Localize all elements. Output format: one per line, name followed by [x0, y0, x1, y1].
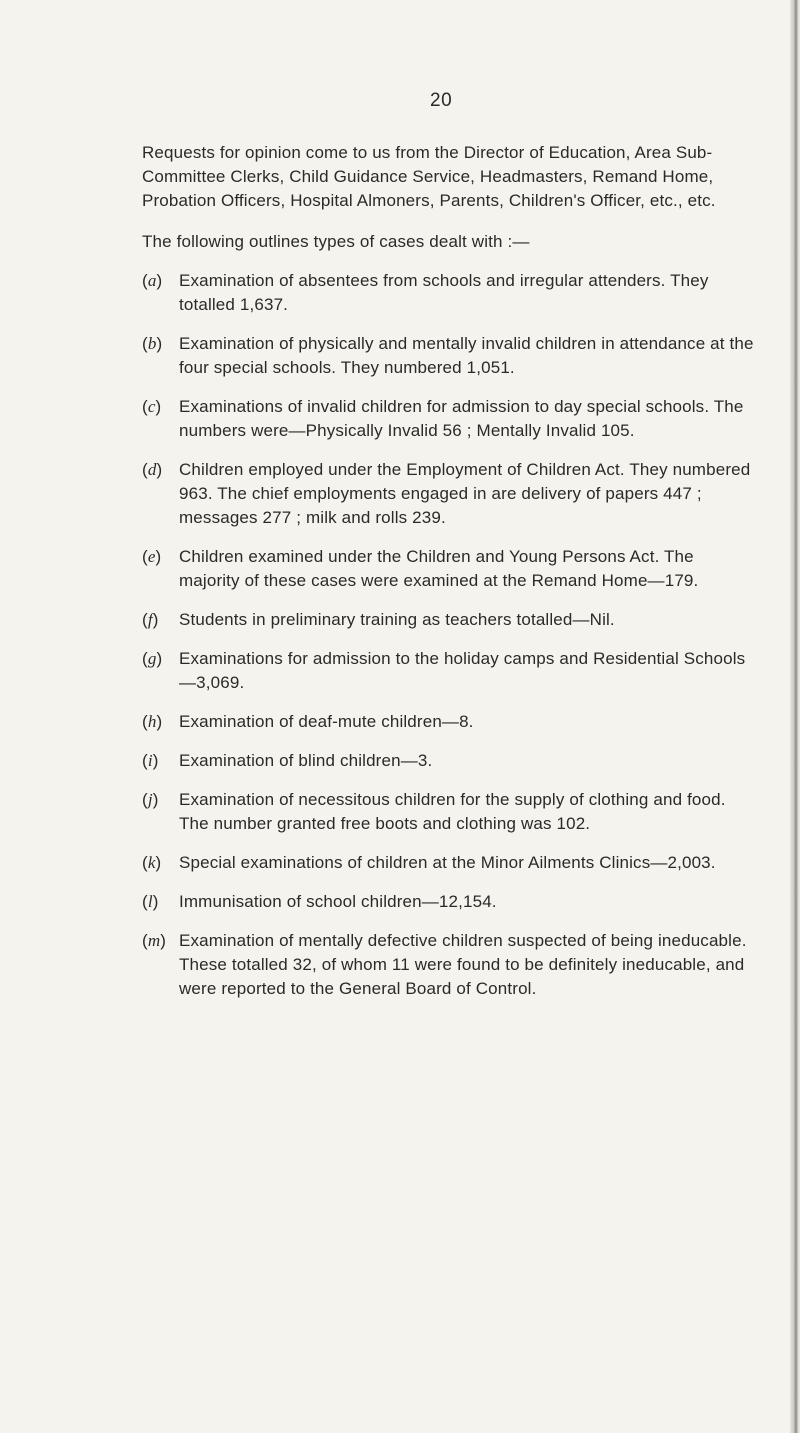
item-marker: (j): [142, 790, 159, 809]
item-marker: (f): [142, 610, 159, 629]
intro-paragraph: Requests for opinion come to us from the Director of Education, Area Sub-Committee Clerks, Child Guidance Service, Headmasters, Remand Home, Probation Officers, Hospital Almoners, Parents, Children's Officer, etc., etc.: [142, 143, 716, 210]
document-body: [142, 141, 756, 1016]
item-letter: j: [147, 790, 153, 809]
item-text: Immunisation of school children—12,154.: [179, 892, 497, 911]
case-type-item: [142, 395, 756, 443]
case-type-item: [142, 647, 756, 695]
case-type-item: [142, 749, 756, 773]
case-type-item: [142, 788, 756, 836]
item-text: Special examinations of children at the Minor Ailments Clinics—2,003.: [179, 853, 716, 872]
item-letter: m: [147, 931, 161, 950]
case-type-item: [142, 545, 756, 593]
item-text: Examination of mentally defective children suspected of being ineducable. These totalled 32, of whom 11 were found to be definitely ineducable, and were reported to the General Board of Control.: [179, 931, 747, 998]
lead-paragraph: The following outlines types of cases dealt with :—: [142, 232, 530, 251]
case-type-list: [142, 269, 756, 1001]
item-text: Examination of necessitous children for the supply of clothing and food. The number granted free boots and clothing was 102.: [179, 790, 726, 833]
item-marker: (b): [142, 334, 163, 353]
item-marker: (i): [142, 751, 159, 770]
case-type-item: [142, 851, 756, 875]
item-marker: (a): [142, 271, 163, 290]
item-text: Examination of blind children—3.: [179, 751, 433, 770]
item-marker: (d): [142, 460, 163, 479]
item-letter: l: [147, 892, 153, 911]
item-letter: g: [147, 649, 157, 668]
item-letter: f: [147, 610, 153, 629]
case-type-item: [142, 332, 756, 380]
case-type-item: [142, 929, 756, 1001]
case-type-item: [142, 710, 756, 734]
item-text: Examination of physically and mentally invalid children in attendance at the four special schools. They numbered 1,051.: [179, 334, 754, 377]
item-letter: k: [147, 853, 156, 872]
item-marker: (m): [142, 931, 167, 950]
item-letter: b: [147, 334, 157, 353]
case-type-item: [142, 608, 756, 632]
case-type-item: [142, 269, 756, 317]
item-marker: (g): [142, 649, 163, 668]
item-letter: i: [147, 751, 153, 770]
item-text: Students in preliminary training as teachers totalled—Nil.: [179, 610, 615, 629]
item-text: Examinations of invalid children for admission to day special schools. The numbers were—Physically Invalid 56 ; Mentally Invalid 105.: [179, 397, 744, 440]
item-letter: e: [147, 547, 156, 566]
item-marker: (h): [142, 712, 163, 731]
item-marker: (k): [142, 853, 162, 872]
item-marker: (c): [142, 397, 162, 416]
item-letter: a: [147, 271, 157, 290]
item-text: Children examined under the Children and Young Persons Act. The majority of these cases were examined at the Remand Home—179.: [179, 547, 699, 590]
page-edge: [790, 0, 800, 1433]
item-marker: (e): [142, 547, 162, 566]
item-letter: c: [147, 397, 156, 416]
item-letter: d: [147, 460, 157, 479]
item-text: Children employed under the Employment of Children Act. They numbered 963. The chief employments engaged in are delivery of papers 447 ; messages 277 ; milk and rolls 239.: [179, 460, 751, 527]
item-text: Examination of deaf-mute children—8.: [179, 712, 474, 731]
case-type-item: [142, 458, 756, 530]
item-marker: (l): [142, 892, 159, 911]
item-text: Examination of absentees from schools and irregular attenders. They totalled 1,637.: [179, 271, 709, 314]
item-text: Examinations for admission to the holiday camps and Residential Schools—3,069.: [179, 649, 746, 692]
item-letter: h: [147, 712, 157, 731]
page-number: 20: [430, 90, 453, 111]
case-type-item: [142, 890, 756, 914]
